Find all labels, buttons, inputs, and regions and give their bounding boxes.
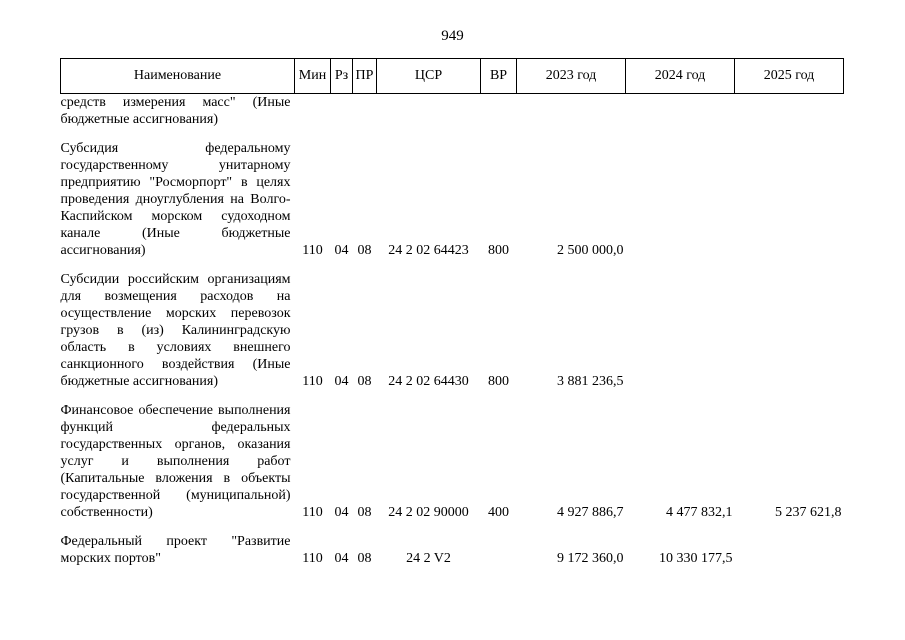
row-rz: 04 [334, 551, 349, 566]
row-2025 [735, 271, 844, 390]
row-2024 [626, 140, 735, 259]
row-rz: 04 [334, 505, 349, 520]
header-pr: ПР [353, 59, 377, 94]
row-2023: 2 500 000,0 [557, 243, 624, 258]
row-rz [331, 94, 353, 129]
budget-table [60, 58, 844, 567]
row-csr: 24 2 02 64423 [388, 243, 469, 258]
header-rz: Рз [331, 59, 353, 94]
row-name: Субсидия федеральному государственному унитарному предприятию "Росморпорт" в целях проведения дноуглубления на Волго-Каспийском морском судоходном канале (Иные бюджетные ассигнования) [60, 141, 291, 258]
row-vr: 800 [488, 374, 509, 389]
header-2024: 2024 год [626, 59, 735, 94]
row-2025: 5 237 621,8 [775, 505, 842, 520]
row-csr: 24 2 V2 [406, 551, 451, 566]
row-vr: 400 [488, 505, 509, 520]
header-min: Мин [295, 59, 331, 94]
row-pr: 08 [357, 505, 372, 520]
row-2025 [735, 94, 844, 129]
header-name: Наименование [61, 59, 295, 94]
row-csr: 24 2 02 64430 [388, 374, 469, 389]
row-2023: 4 927 886,7 [557, 505, 624, 520]
row-csr: 24 2 02 90000 [388, 505, 469, 520]
row-rz: 04 [334, 374, 349, 389]
row-vr: 800 [488, 243, 509, 258]
row-min [295, 94, 331, 129]
table-row [61, 533, 844, 567]
row-pr: 08 [357, 243, 372, 258]
row-2023: 9 172 360,0 [557, 551, 624, 566]
table-row [61, 140, 844, 259]
row-2023 [517, 94, 626, 129]
row-vr [481, 533, 517, 567]
header-2023: 2023 год [517, 59, 626, 94]
row-name: средств измерения масс" (Иные бюджетные ассигнования) [60, 95, 291, 127]
row-2025 [735, 533, 844, 567]
row-pr: 08 [357, 551, 372, 566]
row-rz: 04 [334, 243, 349, 258]
row-min: 110 [302, 374, 323, 389]
row-pr: 08 [357, 374, 372, 389]
row-2023: 3 881 236,5 [557, 374, 624, 389]
row-2024: 10 330 177,5 [659, 551, 733, 566]
row-2024 [626, 271, 735, 390]
table-row [61, 271, 844, 390]
row-2024: 4 477 832,1 [666, 505, 733, 520]
row-name: Субсидии российским организациям для возмещения расходов на осуществление морских перевозок грузов в (из) Калининградскую область в условиях внешнего санкционного воздействия (Иные бюджетные ассигнования) [60, 272, 291, 389]
row-min: 110 [302, 551, 323, 566]
row-pr [353, 94, 377, 129]
row-name: Федеральный проект "Развитие морских портов" [60, 534, 291, 566]
row-name: Финансовое обеспечение выполнения функций федеральных государственных органов, оказания услуг и выполнения работ (Капитальные вложения в объекты государственной (муниципальной) собственности) [60, 403, 291, 520]
header-vr: ВР [481, 59, 517, 94]
row-2025 [735, 140, 844, 259]
header-2025: 2025 год [735, 59, 844, 94]
row-vr [481, 94, 517, 129]
table-header-row [61, 59, 844, 94]
row-min: 110 [302, 243, 323, 258]
table-row [61, 94, 844, 129]
header-csr: ЦСР [377, 59, 481, 94]
row-min: 110 [302, 505, 323, 520]
table-row [61, 402, 844, 521]
row-csr [377, 94, 481, 129]
row-2024 [626, 94, 735, 129]
page-number: 949 [441, 28, 464, 44]
